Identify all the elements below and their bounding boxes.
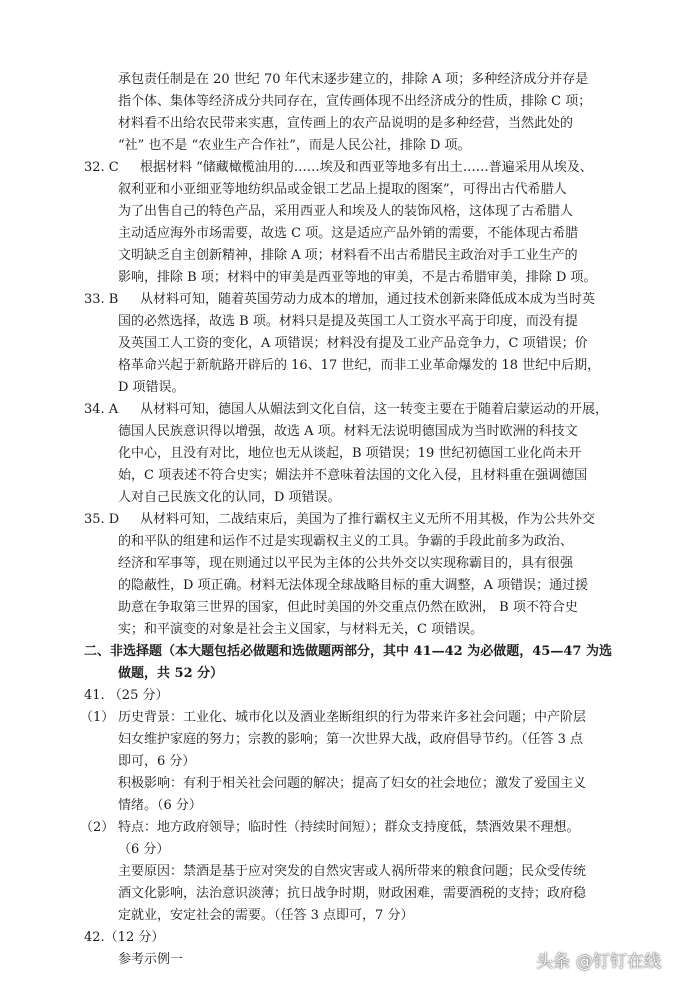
section-note: 做题，共 52 分）: [118, 666, 224, 681]
text-line: 主动适应海外市场需要，故选 C 项。这是适应产品外销的需要，不能体现古希腊: [118, 226, 579, 241]
text-line: 指个体、集体等经济成分共同存在，宣传画体现不出经济成分的性质，排除 C 项；: [118, 94, 592, 109]
answer-paragraph-34-cont: [118, 421, 587, 509]
answer-42: [118, 949, 183, 971]
question-number-33: 33. B: [84, 292, 119, 307]
text-line: 根据材料 “储藏橄榄油用的……埃及和西亚等地多有出土……普遍采用从埃及、: [140, 160, 593, 175]
text-line: 格革命兴起于新航路开辟后的 16、17 世纪，而非工业革命爆发的 18 世纪中后期，: [118, 358, 601, 373]
text-line: 情绪。（6 分）: [118, 798, 202, 813]
text-line: 叙利亚和小亚细亚等地纺织品或金银工艺品上提取的图案”，可得出古代希腊人: [118, 182, 567, 197]
text-line: 实；和平演变的对象是社会主义国家，与材料无关，C 项错误。: [118, 622, 484, 637]
text-line: 承包责任制是在 20 世纪 70 年代末逐步建立的，排除 A 项；多种经济成分并存是: [118, 72, 589, 87]
watermark-handle: @钉钉在线: [576, 951, 661, 972]
answer-paragraph-33-cont: [118, 311, 600, 399]
section-note: （本大题包括必做题和选做题两部分，其中 41—42 为必做题，45—47 为选: [162, 644, 612, 659]
text-line: 的隐蔽性，D 项正确。材料无法体现全球战略目标的重大调整，A 项错误；通过援: [118, 578, 589, 593]
answer-paragraph-35-cont: [118, 531, 588, 641]
question-number-32: 32. C: [84, 160, 119, 175]
answer-paragraph-32: [140, 157, 593, 179]
answer-paragraph-32-cont: [118, 179, 597, 289]
section-heading: [84, 641, 612, 663]
answer-paragraph-33: [140, 289, 595, 311]
part-label-1: （1）: [80, 710, 115, 725]
answer-paragraph-34: [140, 399, 608, 421]
text-line: 始，C 项表述不符合史实；媚法并不意味着法国的文化入侵，且材料重在强调德国: [118, 468, 588, 483]
text-line: 材料看不出给农民带来实惠，宣传画上的农产品说明的是多种经营，当然此处的: [118, 116, 574, 131]
text-line: 主要原因：禁酒是基于应对突发的自然灾害或人祸所带来的粮食问题；民众受传统: [118, 864, 587, 879]
continuation-paragraph: [118, 69, 591, 157]
part-label-2: （2）: [80, 820, 115, 835]
text-line: 化中心，且没有对比，地位也无从谈起，B 项错误；19 世纪初德国工业化尚未开: [118, 446, 582, 461]
text-line: 及英国工人工资的变化，A 项错误；材料没有提及工业产品竞争力，C 项错误；价: [118, 336, 588, 351]
text-line: 文明缺乏自主创新精神，排除 A 项；材料看不出古希腊民主政治对手工业生产的: [118, 248, 578, 263]
section-heading-cont: [118, 663, 223, 685]
section-heading-line: [84, 641, 612, 663]
text-line: 的和平队的组建和运作不过是实现霸权主义的工具。争霸的手段此前多为政治、: [118, 534, 574, 549]
section-label: 二、非选择题: [84, 644, 163, 659]
text-line: 即可，6 分）: [118, 754, 196, 769]
text-line: 定就业，安定社会的需要。（任答 3 点即可，7 分）: [118, 908, 414, 923]
text-line: 妇女维护家庭的努力；宗教的影响；第一次世界大战，政府倡导节约。（任答 3 点: [118, 732, 584, 747]
text-line: 特点：地方政府领导；临时性（持续时间短）；群众支持度低，禁酒效果不理想。: [118, 820, 580, 835]
text-line: 影响，排除 B 项；材料中的审美是西亚等地的审美，不是古希腊审美，排除 D 项。: [118, 270, 597, 285]
text-line: D 项错误。: [118, 380, 185, 395]
text-line: 人对自己民族文化的认同，D 项错误。: [118, 490, 341, 505]
text-line: 经济和军事等，现在则通过以平民为主体的公共外交以实现称霸目的，具有很强: [118, 556, 574, 571]
question-header-42: 42.（12 分）: [84, 930, 165, 945]
text-line: 历史背景：工业化、城市化以及酒业垄断组织的行为带来许多社会问题；中产阶层: [118, 710, 587, 725]
text-line: “社” 也不是 “农业生产合作社”，而是人民公社，排除 D 项。: [118, 138, 471, 153]
watermark: [536, 944, 661, 974]
answer-paragraph-35: [140, 509, 595, 531]
question-number-35: 35. D: [84, 512, 120, 527]
question-header-41: 41. （25 分）: [84, 688, 169, 703]
text-line: 从材料可知，德国人从媚法到文化自信，这一转变主要在于随着启蒙运动的开展，: [140, 402, 609, 417]
text-line: 德国人民族意识得以增强，故选 A 项。材料无法说明德国成为当时欧洲的科技文: [118, 424, 578, 439]
question-number-34: 34. A: [84, 402, 119, 417]
text-line: 积极影响：有利于相关社会问题的解决；提高了妇女的社会地位；激发了爱国主义: [118, 776, 587, 791]
text-line: 从材料可知，二战结束后，美国为了推行霸权主义无所不用其极，作为公共外交: [140, 512, 596, 527]
watermark-brand: 头条: [536, 951, 570, 972]
text-line: 助意在争取第三世界的国家，但此时美国的外交重点仍然在欧洲， B 项不符合史: [118, 600, 578, 615]
answer-part-41-1: [118, 707, 586, 817]
answer-part-41-2: [118, 817, 586, 927]
text-line: （6 分）: [118, 842, 170, 857]
text-line: 参考示例一: [118, 952, 184, 967]
text-line: 为了出售自己的特色产品，采用西亚人和埃及人的装饰风格，这体现了古希腊人: [118, 204, 574, 219]
text-line: 国的必然选择，故选 B 项。材料只是提及英国工人工资水平高于印度，而没有提: [118, 314, 578, 329]
text-line: 从材料可知，随着英国劳动力成本的增加，通过技术创新来降低成本成为当时英: [140, 292, 596, 307]
text-line: 酒文化影响，法治意识淡薄；抗日战争时期，财政困难，需要酒税的支持；政府稳: [118, 886, 587, 901]
